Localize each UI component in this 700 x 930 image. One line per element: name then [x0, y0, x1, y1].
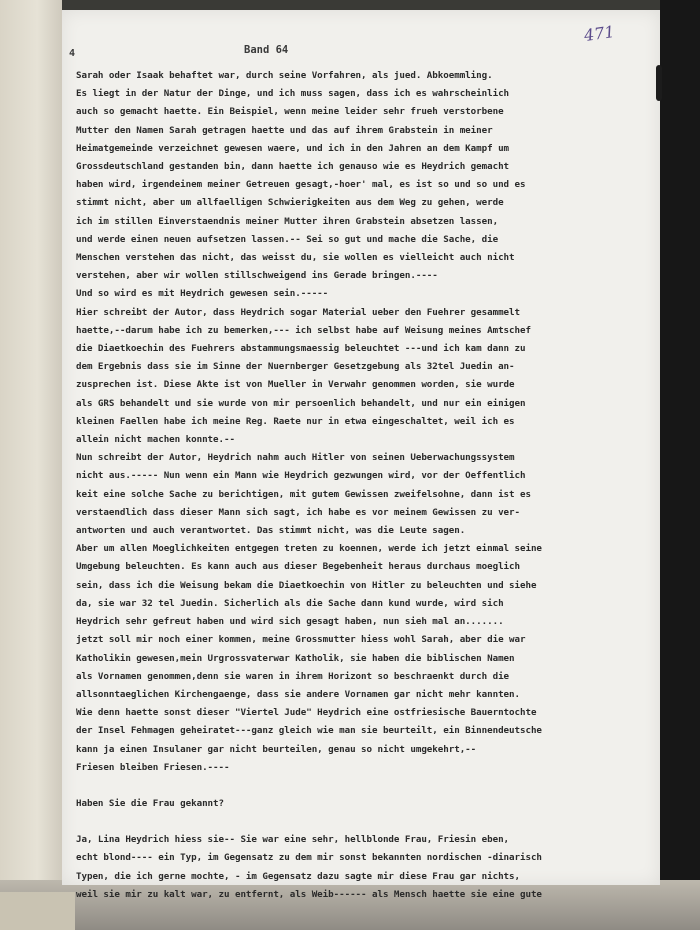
text-line: antworten und auch verantwortet. Das stimmt nicht, was die Leute sagen.: [76, 525, 466, 537]
text-line: Aber um allen Moeglichkeiten entgegen treten zu koennen, werde ich jetzt einmal seine: [76, 543, 542, 555]
desk-surface-left: [0, 0, 62, 930]
text-line: Hier schreibt der Autor, dass Heydrich sogar Material ueber den Fuehrer gesammelt: [76, 306, 520, 318]
text-line: Heydrich sehr gefreut haben und wird sich gesagt haben, nun sieh mal an.......: [76, 616, 504, 628]
text-line: kleinen Faellen habe ich meine Reg. Raete nur in etwa eingeschaltet, weil ich es: [76, 415, 515, 427]
text-line: zusprechen ist. Diese Akte ist von Mueller in Verwahr genommen worden, sie wurde: [76, 379, 515, 391]
text-line: Es liegt in der Natur der Dinge, und ich muss sagen, dass ich es wahrscheinlich: [76, 88, 510, 100]
text-line: Umgebung beleuchten. Es kann auch aus dieser Begebenheit heraus durchaus moeglich: [76, 561, 520, 573]
text-line: die Diaetkoechin des Fuehrers abstammungsmaessig beleuchtet ---und ich kam dann zu: [76, 343, 526, 355]
text-line: haette,--darum habe ich zu bemerken,--- ich selbst habe auf Weisung meines Amtschef: [76, 324, 531, 336]
answer-line: echt blond---- ein Typ, im Gegensatz zu dem mir sonst bekannten nordischen -dinarisch: [76, 852, 542, 864]
body-text: [76, 67, 646, 904]
text-line: haben wird, irgendeinem meiner Getreuen gesagt,-hoer' mal, es ist so und so und es: [76, 179, 526, 191]
text-line: dem Ergebnis dass sie im Sinne der Nuernberger Gesetzgebung als 32tel Juedin an-: [76, 361, 515, 373]
text-line: Wie denn haette sonst dieser "Viertel Jude" Heydrich eine ostfriesische Bauerntochte: [76, 707, 537, 719]
text-line: als GRS behandelt und sie wurde von mir persoenlich behandelt, und nur ein einigen: [76, 397, 526, 409]
text-line: Sarah oder Isaak behaftet war, durch seine Vorfahren, als jued. Abkoemmling.: [76, 70, 493, 81]
text-line: Mutter den Namen Sarah getragen haette und das auf ihrem Grabstein in meiner: [76, 124, 493, 136]
binder-hole: [656, 65, 662, 101]
text-line: Friesen bleiben Friesen.----: [76, 761, 230, 773]
answer-line: Typen, die ich gerne mochte, - im Gegensatz dazu sagte mir diese Frau gar nichts,: [76, 870, 520, 882]
text-line: nicht aus.----- Nun wenn ein Mann wie Heydrich gezwungen wird, vor der Oeffentlich: [76, 470, 526, 482]
text-line: Menschen verstehen das nicht, das weisst du, sie wollen es vielleicht auch nicht: [76, 252, 515, 264]
typewritten-page: [62, 10, 660, 900]
text-line: als Vornamen genommen,denn sie waren in ihrem Horizont so beschraenkt durch die: [76, 670, 510, 682]
page-number: 4: [69, 48, 76, 59]
text-line: jetzt soll mir noch einer kommen, meine Grossmutter hiess wohl Sarah, aber die war: [76, 634, 526, 646]
text-line: allsonntaeglichen Kirchengaenge, dass sie andere Vornamen gar nicht mehr kannten.: [76, 688, 520, 700]
text-line: da, sie war 32 tel Juedin. Sicherlich als die Sache dann kund wurde, wird sich: [76, 597, 504, 609]
text-line: auch so gemacht haette. Ein Beispiel, wenn meine leider sehr frueh verstorbene: [76, 106, 504, 118]
text-line: stimmt nicht, aber um allfaelligen Schwierigkeiten aus dem Weg zu gehen, werde: [76, 197, 504, 209]
text-line: allein nicht machen konnte.--: [76, 434, 235, 446]
handwritten-folio-number: 471: [582, 21, 616, 46]
text-line: Heimatgemeinde verzeichnet gewesen waere, und ich in den Jahren an dem Kampf um: [76, 142, 510, 154]
text-line: Katholikin gewesen,mein Urgrossvaterwar Katholik, sie haben die biblischen Namen: [76, 652, 515, 664]
desk-paper-corner: [0, 892, 75, 930]
interview-question: Haben Sie die Frau gekannt?: [76, 797, 224, 809]
text-line: der Insel Fehmagen geheiratet---ganz gleich wie man sie beurteilt, ein Binnendeutsche: [76, 725, 542, 737]
text-line: Nun schreibt der Autor, Heydrich nahm auch Hitler von seinen Ueberwachungssystem: [76, 452, 515, 464]
text-line: und werde einen neuen aufsetzen lassen.-- Sei so gut und mache die Sache, die: [76, 233, 499, 245]
desk-surface-right: [660, 0, 700, 930]
volume-title: Band 64: [244, 44, 289, 56]
text-line: verstehen, aber wir wollen stillschweigend ins Gerade bringen.----: [76, 270, 438, 282]
text-line: kann ja einen Insulaner gar nicht beurteilen, genau so nicht umgekehrt,--: [76, 743, 477, 755]
text-line: keit eine solche Sache zu berichtigen, mit gutem Gewissen zweifelsohne, dann ist es: [76, 488, 531, 500]
answer-line: Ja, Lina Heydrich hiess sie-- Sie war eine sehr, hellblonde Frau, Friesin eben,: [76, 834, 510, 846]
text-line: sein, dass ich die Weisung bekam die Diaetkoechin von Hitler zu beleuchten und siehe: [76, 579, 537, 591]
text-line: Und so wird es mit Heydrich gewesen sein.-----: [76, 288, 329, 300]
text-line: Grossdeutschland gestanden bin, dann haette ich genauso wie es Heydrich gemacht: [76, 161, 510, 173]
text-line: ich im stillen Einverstaendnis meiner Mutter ihren Grabstein absetzen lassen,: [76, 215, 499, 227]
text-line: verstaendlich dass dieser Mann sich sagt, ich habe es vor meinem Gewissen zu ver-: [76, 506, 520, 518]
answer-line: weil sie mir zu kalt war, zu entfernt, als Weib------ als Mensch haette sie eine gute: [76, 888, 542, 900]
